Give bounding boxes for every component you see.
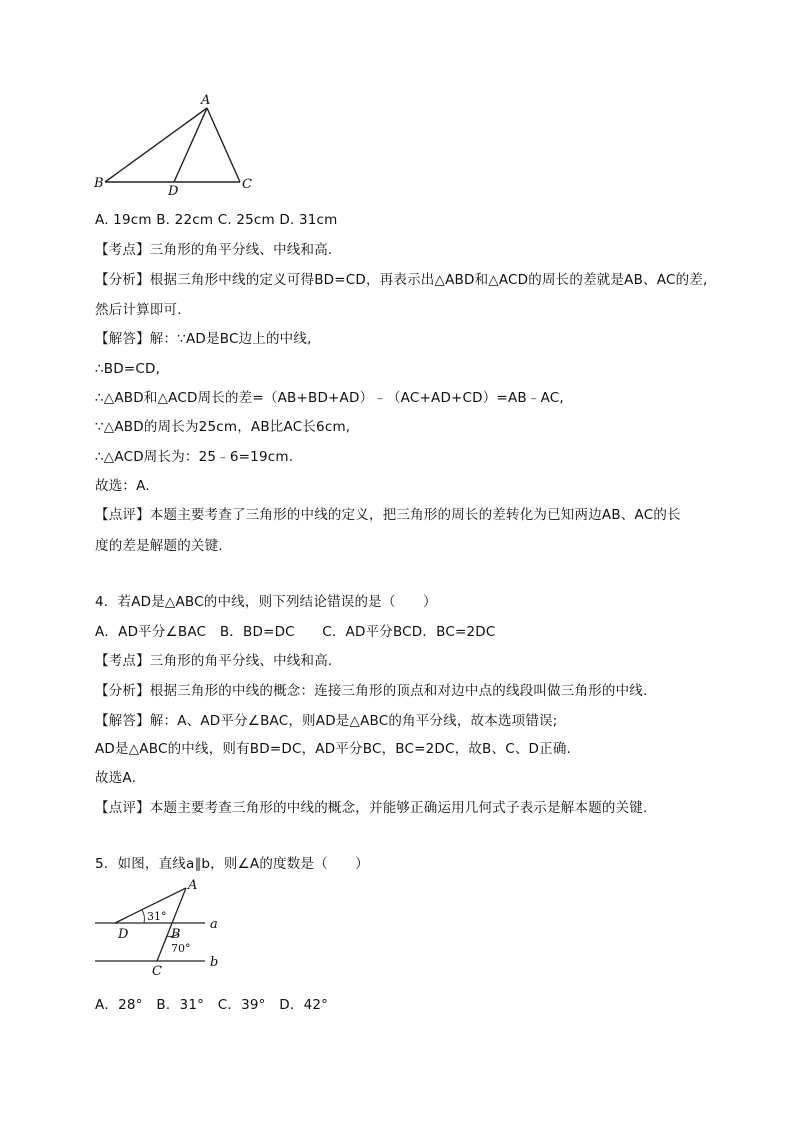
triangle-figure <box>90 92 260 197</box>
q3-options: A. 19cm B. 22cm C. 25cm D. 31cm <box>95 212 338 228</box>
label-d: D <box>168 184 179 197</box>
label-b: B <box>94 176 104 191</box>
side-ba <box>105 108 207 182</box>
q3-fenxi-1: 【分析】根据三角形中线的定义可得BD=CD，再表示出△ABD和△ACD的周长的差就是AB、AC的差, <box>95 272 708 288</box>
label-d-point: D <box>118 927 129 942</box>
q4-jieda-1: 【解答】解：A、AD平分∠BAC，则AD是△ABC的角平分线，故本选项错误; <box>95 713 558 729</box>
q3-jieda-4: ∵△ABD的周长为25cm，AB比AC长6cm, <box>95 419 351 435</box>
q4-stem: 4．若AD是△ABC的中线，则下列结论错误的是（ ） <box>95 594 437 610</box>
q3-jieda-2: ∴BD=CD, <box>95 361 161 377</box>
q3-fenxi-2: 然后计算即可. <box>95 302 182 318</box>
q3-kaodian: 【考点】三角形的角平分线、中线和高. <box>95 242 333 258</box>
q4-fenxi: 【分析】根据三角形的中线的概念：连接三角形的顶点和对边中点的线段叫做三角形的中线. <box>95 683 648 699</box>
q5-options: A．28° B．31° C．39° D．42° <box>95 997 329 1013</box>
label-a: A <box>201 93 211 108</box>
q3-jieda-5: ∴△ACD周长为：25﹣6=19cm. <box>95 449 294 465</box>
q4-answer: 故选A. <box>95 770 137 786</box>
label-a-point: A <box>188 878 198 893</box>
q3-jieda-1: 【解答】解：∵AD是BC边上的中线, <box>95 331 312 347</box>
q4-options: A．AD平分∠BAC B．BD=DC C．AD平分BCD．BC=2DC <box>95 624 496 640</box>
label-c-point: C <box>152 964 162 978</box>
q4-dianping: 【点评】本题主要考查三角形的中线的概念，并能够正确运用几何式子表示是解本题的关键. <box>95 800 648 816</box>
q4-jieda-2: AD是△ABC的中线，则有BD=DC，AD平分BC，BC=2DC，故B、C、D正确. <box>95 741 572 757</box>
q3-answer: 故选：A. <box>95 478 150 494</box>
q3-dianping-2: 度的差是解题的关键. <box>95 538 223 554</box>
q5-stem: 5．如图，直线a∥b，则∠A的度数是（ ） <box>95 856 369 872</box>
q3-jieda-3: ∴△ABD和△ACD周长的差=（AB+BD+AD）﹣（AC+AD+CD）=AB﹣AC, <box>95 390 564 406</box>
label-line-b: b <box>210 955 219 970</box>
q4-kaodian: 【考点】三角形的角平分线、中线和高. <box>95 653 333 669</box>
median-ad <box>174 108 207 182</box>
label-c: C <box>242 177 252 192</box>
angle-31-label: 31° <box>147 910 167 923</box>
side-ac <box>207 108 240 182</box>
label-b-point: B <box>171 927 181 942</box>
parallel-lines-figure <box>90 876 230 978</box>
q3-dianping-1: 【点评】本题主要考查了三角形的中线的定义，把三角形的周长的差转化为已知两边AB、AC的长 <box>95 507 681 523</box>
label-line-a: a <box>210 917 218 932</box>
angle-70-label: 70° <box>171 942 191 955</box>
